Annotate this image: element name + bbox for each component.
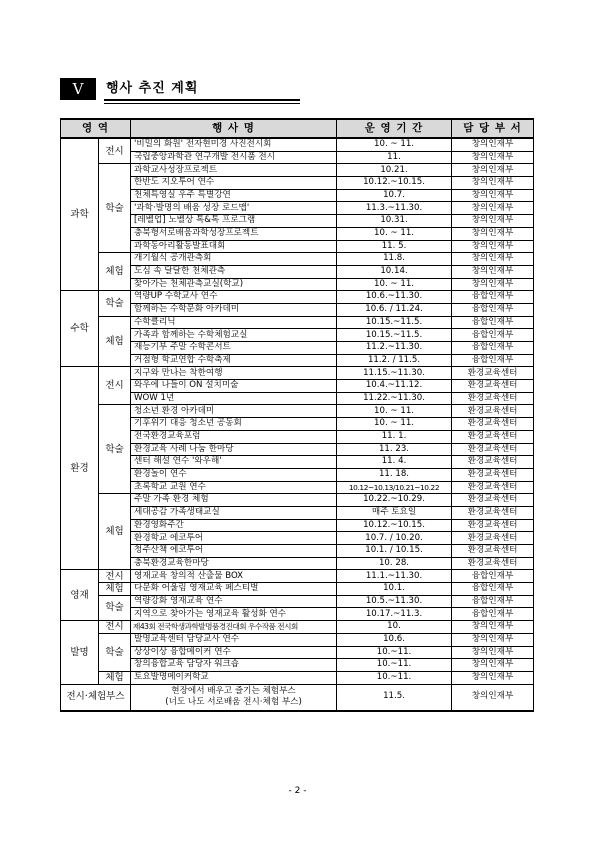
event-name-cell: 와우에 나들이 ON 설치미술: [131, 380, 337, 393]
department-cell: 창의인재부: [452, 138, 534, 151]
table-row: [61, 367, 534, 380]
period-cell: 10.6. / 11.24.: [337, 303, 452, 316]
period-cell: 11.8.: [337, 253, 452, 266]
period-cell: 10.15.~11.5.: [337, 329, 452, 342]
period-cell: 11. 18.: [337, 468, 452, 481]
table-row-booth: [61, 684, 534, 711]
subcategory-cell: 체험: [99, 583, 131, 596]
subcategory-cell: 전시: [99, 570, 131, 583]
event-plan-table: [60, 118, 534, 712]
department-cell: 융합인재부: [452, 608, 534, 621]
department-cell: 창의인재부: [452, 202, 534, 215]
period-cell: 10.~11.: [337, 646, 452, 659]
event-name-line2: (너도 나도 서로배움 전시·체험 부스): [165, 697, 302, 708]
department-cell: 융합인재부: [452, 595, 534, 608]
department-cell: 창의인재부: [452, 684, 534, 711]
table-row: [61, 430, 534, 443]
event-name-cell: 기후위기 대응 청소년 공동회: [131, 418, 337, 431]
department-cell: 창의인재부: [452, 215, 534, 228]
table-row: [61, 392, 534, 405]
table-row: [61, 418, 534, 431]
subcategory-cell: 전시: [99, 367, 131, 405]
header-area: 영 역: [61, 119, 131, 138]
event-name-cell: 과학교사성장프로젝트: [131, 164, 337, 177]
table-row: [61, 570, 534, 583]
table-row: [61, 278, 534, 291]
department-cell: 환경교육센터: [452, 519, 534, 532]
period-cell: 10.6.: [337, 633, 452, 646]
category-cell: 수학: [61, 291, 99, 367]
table-row: [61, 583, 534, 596]
table-row: [61, 456, 534, 469]
period-cell: 11.2. / 11.5.: [337, 354, 452, 367]
period-cell: 11.2.~11.30.: [337, 342, 452, 355]
event-name-cell: 지구와 만나는 착한여행: [131, 367, 337, 380]
department-cell: 융합인재부: [452, 354, 534, 367]
department-cell: 융합인재부: [452, 583, 534, 596]
subcategory-cell: 체험: [99, 253, 131, 291]
table-row: [61, 595, 534, 608]
table-row: [61, 671, 534, 684]
period-cell: 11.22.~11.30.: [337, 392, 452, 405]
table-row: [61, 481, 534, 494]
table-header-row: [61, 119, 534, 138]
period-cell: 11.5.: [337, 684, 452, 711]
category-cell: 환경: [61, 367, 99, 570]
table-row: [61, 177, 534, 190]
event-name-cell: 창의융합교육 담당자 워크숍: [131, 659, 337, 672]
header-department: 담 당 부 서: [452, 119, 534, 138]
department-cell: 창의인재부: [452, 633, 534, 646]
header-event-name: 행 사 명: [131, 119, 337, 138]
table-row: [61, 494, 534, 507]
table-row: [61, 545, 534, 558]
subcategory-cell: 체험: [99, 671, 131, 684]
table-row: [61, 380, 534, 393]
department-cell: 창의인재부: [452, 227, 534, 240]
table-row: [61, 342, 534, 355]
subcategory-cell: 전시: [99, 621, 131, 634]
department-cell: 환경교육센터: [452, 418, 534, 431]
department-cell: 창의인재부: [452, 278, 534, 291]
subcategory-cell: 전시: [99, 138, 131, 164]
event-name-cell: 재능기부 주말 수학콘서트: [131, 342, 337, 355]
header-period: 운 영 기 간: [337, 119, 452, 138]
department-cell: 환경교육센터: [452, 481, 534, 494]
department-cell: 창의인재부: [452, 659, 534, 672]
department-cell: 환경교육센터: [452, 557, 534, 570]
page-number: - 2 -: [288, 786, 307, 796]
event-name-cell: 토요발명메이커학교: [131, 671, 337, 684]
event-name-cell: 국립중앙과학관 연구개발 전시품 전시: [131, 151, 337, 164]
event-name-cell: 역량강화 영재교육 연수: [131, 595, 337, 608]
table-row: [61, 532, 534, 545]
subcategory-cell: 학술: [99, 164, 131, 253]
table-row: [61, 405, 534, 418]
period-cell: 10.21.: [337, 164, 452, 177]
period-cell: 10. 28.: [337, 557, 452, 570]
department-cell: 융합인재부: [452, 570, 534, 583]
period-cell: 10.7. / 10.20.: [337, 532, 452, 545]
table-row: [61, 164, 534, 177]
event-name-cell: 수학클리닉: [131, 316, 337, 329]
period-cell: 11. 5.: [337, 240, 452, 253]
table-row: [61, 138, 534, 151]
table-row: [61, 354, 534, 367]
event-name-cell: 함께하는 수학문화 아카데미: [131, 303, 337, 316]
period-cell: 10. ~ 11.: [337, 227, 452, 240]
period-cell: 10.14.: [337, 265, 452, 278]
period-cell: 11.: [337, 151, 452, 164]
table-row: [61, 519, 534, 532]
table-row: [61, 215, 534, 228]
event-name-cell: 천체특영실 우주 특별강연: [131, 189, 337, 202]
department-cell: 창의인재부: [452, 240, 534, 253]
subcategory-cell: 학술: [99, 633, 131, 671]
department-cell: 융합인재부: [452, 329, 534, 342]
department-cell: 창의인재부: [452, 177, 534, 190]
period-cell: 10.31.: [337, 215, 452, 228]
event-name-cell: '비밀의 화원' 전자현미경 사진전시회: [131, 138, 337, 151]
event-name-cell: 상상이상 융합메이커 연수: [131, 646, 337, 659]
event-name-cell: 지역으로 찾아가는 영재교육 활성화 연수: [131, 608, 337, 621]
period-cell: 10.1.: [337, 583, 452, 596]
department-cell: 창의인재부: [452, 189, 534, 202]
period-cell: 10.12.~10.15.: [337, 177, 452, 190]
event-name-cell: 환경영화주간: [131, 519, 337, 532]
table-row: [61, 329, 534, 342]
period-cell: 매주 토요일: [337, 506, 452, 519]
event-name-cell: '과학·발명의 배움 성장 로드맵': [131, 202, 337, 215]
department-cell: 환경교육센터: [452, 405, 534, 418]
subcategory-cell: 체험: [99, 494, 131, 570]
department-cell: 환경교육센터: [452, 468, 534, 481]
period-cell: 11. 1.: [337, 430, 452, 443]
period-cell: 10.22.~10.29.: [337, 494, 452, 507]
table-row: [61, 608, 534, 621]
event-name-cell: 청소년 환경 아카데미: [131, 405, 337, 418]
event-name-cell: 역량UP 수학교사 연수: [131, 291, 337, 304]
department-cell: 융합인재부: [452, 291, 534, 304]
table-row: [61, 659, 534, 672]
department-cell: 환경교육센터: [452, 532, 534, 545]
period-cell: 10. ~ 11.: [337, 138, 452, 151]
table-row: [61, 316, 534, 329]
event-name-cell: 거점형 학교연합 수학축제: [131, 354, 337, 367]
table-row: [61, 646, 534, 659]
period-cell: 10. ~ 11.: [337, 278, 452, 291]
period-cell: 10.17.~11.3.: [337, 608, 452, 621]
event-name-cell: 전국환경교육포럼: [131, 430, 337, 443]
department-cell: 융합인재부: [452, 316, 534, 329]
event-name-cell: 세대공감 가족생태교실: [131, 506, 337, 519]
department-cell: 환경교육센터: [452, 367, 534, 380]
period-cell: 10.~11.: [337, 671, 452, 684]
department-cell: 환경교육센터: [452, 380, 534, 393]
event-name-cell: 충북형서로배움과학성장프로젝트: [131, 227, 337, 240]
event-name-cell: 발명교육센터 담당교사 연수: [131, 633, 337, 646]
event-name-cell: 도심 속 달달한 천체관측: [131, 265, 337, 278]
event-name-line1: 현장에서 배우고 즐기는 체험부스: [171, 685, 296, 696]
section-number: V: [60, 78, 96, 100]
period-cell: 10. ~ 11.: [337, 405, 452, 418]
table-row: [61, 265, 534, 278]
event-name-cell: 다문화 어울림 영재교육 페스티벌: [131, 583, 337, 596]
table-row: [61, 151, 534, 164]
event-name-cell: 환경놀이 연수: [131, 468, 337, 481]
event-name-cell: 초록학교 교원 연수: [131, 481, 337, 494]
event-name-cell: 청주산책 에코투어: [131, 545, 337, 558]
event-name-cell: 가족과 함께하는 수학체험교실: [131, 329, 337, 342]
department-cell: 창의인재부: [452, 253, 534, 266]
table-row: [61, 291, 534, 304]
event-name-cell: 충북환경교육한마당: [131, 557, 337, 570]
event-name-cell: 주말 가족 환경 체험: [131, 494, 337, 507]
event-name-cell: 찾아가는 천체관측교실(학교): [131, 278, 337, 291]
period-cell: 10.7.: [337, 189, 452, 202]
department-cell: 환경교육센터: [452, 545, 534, 558]
table-row: [61, 202, 534, 215]
period-cell: 10. ~ 11.: [337, 418, 452, 431]
table-row: [61, 227, 534, 240]
department-cell: 창의인재부: [452, 164, 534, 177]
department-cell: 환경교육센터: [452, 443, 534, 456]
table-row: [61, 468, 534, 481]
period-cell: 11.1.~11.30.: [337, 570, 452, 583]
event-name-cell: 한반도 지오투어 연수: [131, 177, 337, 190]
category-cell: 발명: [61, 621, 99, 684]
period-cell: 10.5.~11.30.: [337, 595, 452, 608]
event-name-cell: [레벨업] 노벨상 톡&톡 프로그램: [131, 215, 337, 228]
department-cell: 창의인재부: [452, 621, 534, 634]
event-name-cell: 영재교육 창의적 산출물 BOX: [131, 570, 337, 583]
section-title: 행사 추진 계획: [106, 81, 199, 96]
period-cell: 10.1. / 10.15.: [337, 545, 452, 558]
event-name-cell: 제43회 전국학생과학발명품경진대회 우수작품 전시회: [131, 621, 337, 634]
period-cell: 10.4.~11.12.: [337, 380, 452, 393]
subcategory-cell: 체험: [99, 316, 131, 367]
category-cell: 영재: [61, 570, 99, 621]
subcategory-cell: 학술: [99, 405, 131, 494]
department-cell: 환경교육센터: [452, 392, 534, 405]
event-name-cell: 환경교육 사례 나눔 한마당: [131, 443, 337, 456]
department-cell: 환경교육센터: [452, 494, 534, 507]
event-name-cell: 개기월식 공개관측회: [131, 253, 337, 266]
table-row: [61, 633, 534, 646]
department-cell: 융합인재부: [452, 342, 534, 355]
period-cell: 10.12~10.13/10.21~10.22: [337, 481, 452, 494]
department-cell: 환경교육센터: [452, 456, 534, 469]
table-row: [61, 621, 534, 634]
category-cell: 전시·체험부스: [61, 684, 131, 711]
department-cell: 창의인재부: [452, 265, 534, 278]
table-row: [61, 557, 534, 570]
department-cell: 창의인재부: [452, 151, 534, 164]
event-name-cell: [131, 684, 337, 711]
subcategory-cell: 학술: [99, 595, 131, 620]
period-cell: 10.12.~10.15.: [337, 519, 452, 532]
period-cell: 11.3.~11.30.: [337, 202, 452, 215]
period-cell: 11. 23.: [337, 443, 452, 456]
period-cell: 10.6.~11.30.: [337, 291, 452, 304]
department-cell: 환경교육센터: [452, 430, 534, 443]
table-row: [61, 253, 534, 266]
department-cell: 융합인재부: [452, 303, 534, 316]
period-cell: 11. 4.: [337, 456, 452, 469]
section-heading: [60, 78, 300, 100]
department-cell: 환경교육센터: [452, 506, 534, 519]
event-name-cell: 센터 해설 연수 '와우해': [131, 456, 337, 469]
table-row: [61, 303, 534, 316]
table-row: [61, 189, 534, 202]
event-name-cell: 과학동아리활동발표대회: [131, 240, 337, 253]
period-cell: 11.15.~11.30.: [337, 367, 452, 380]
heading-underline-thin: [104, 103, 300, 104]
heading-underline: [104, 99, 300, 101]
department-cell: 창의인재부: [452, 646, 534, 659]
period-cell: 10.: [337, 621, 452, 634]
event-name-cell: WOW 1년: [131, 392, 337, 405]
table-row: [61, 506, 534, 519]
department-cell: 창의인재부: [452, 671, 534, 684]
table-row: [61, 443, 534, 456]
table-row: [61, 240, 534, 253]
period-cell: 10.~11.: [337, 659, 452, 672]
subcategory-cell: 학술: [99, 291, 131, 316]
period-cell: 10.15.~11.5.: [337, 316, 452, 329]
category-cell: 과학: [61, 138, 99, 291]
event-name-cell: 환경학교 에코투어: [131, 532, 337, 545]
